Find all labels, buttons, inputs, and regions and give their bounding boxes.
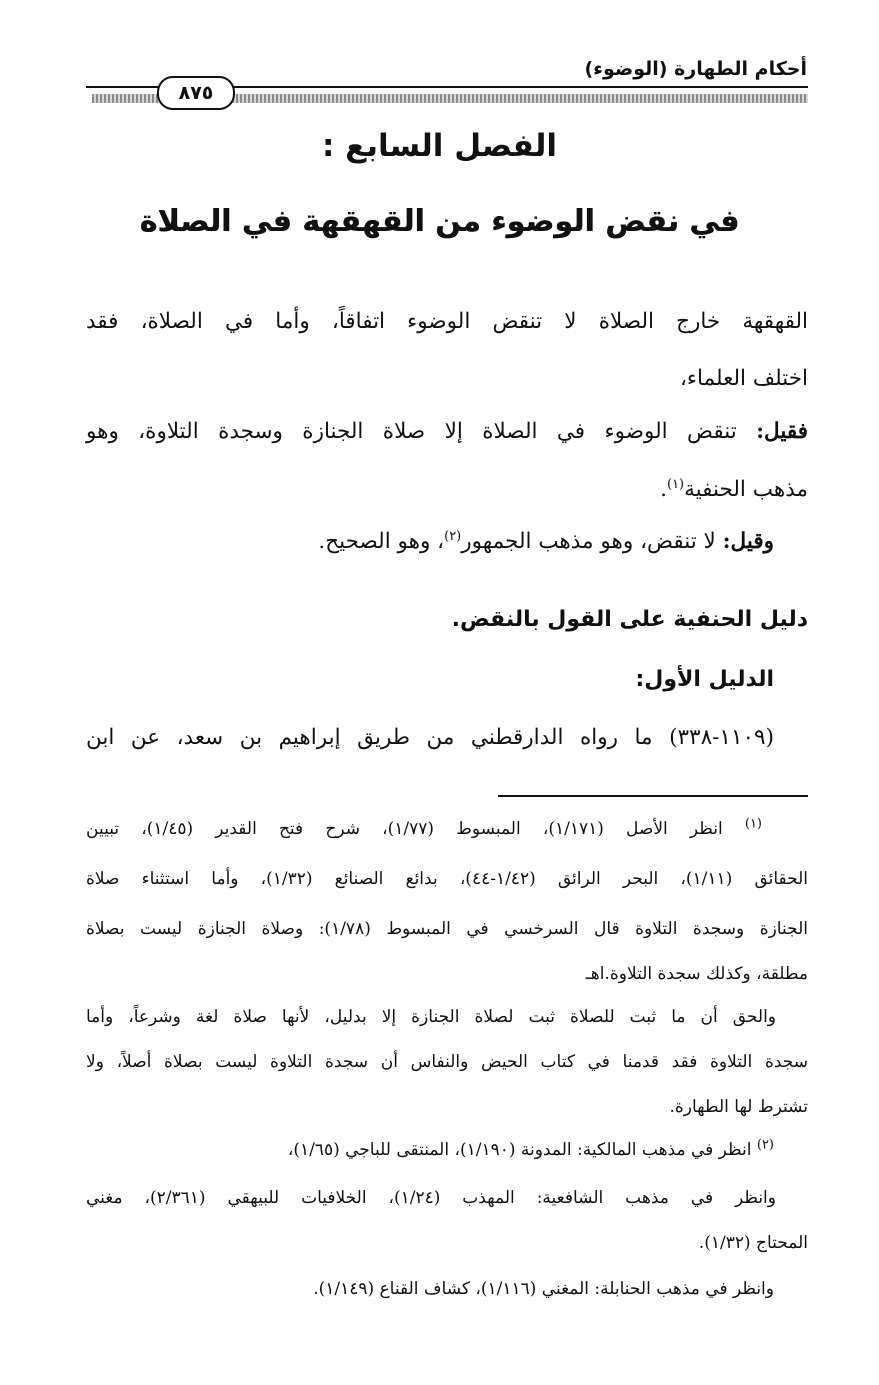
chapter-subtitle: في نقض الوضوء من القهقهة في الصلاة [139,204,740,239]
footnote-2-line-2: وانظر في مذهب الشافعية: المهذب (١/٢٤)، الخلافيات للبيهقي (٢/٣٦١)، مغني [86,1188,776,1208]
footnote-1-line-4: مطلقة، وكذلك سجدة التلاوة.اهـ [585,964,808,984]
paragraph-1-line-2: اختلف العلماء، [679,366,808,391]
section-heading: دليل الحنفية على القول بالنقض. [451,607,808,632]
footnote-1-line-3: الجنازة وسجدة التلاوة قال السرخسي في المبسوط (١/٧٨): وصلاة الجنازة ليست بصلاة [86,919,808,939]
footnote-ref-1[interactable]: (١) [666,476,685,492]
footnote-2-line-1 [288,1139,774,1161]
paragraph-2-line-2-text: مذهب الحنفية [684,477,808,502]
paragraph-2-text: تنقض الوضوء في الصلاة إلا صلاة الجنازة وسجدة التلاوة، وهو [86,419,757,444]
footnote-separator [498,795,808,797]
chapter-title: الفصل السابع : [321,128,558,164]
paragraph-3 [318,528,774,556]
footnote-1-line-2: الحقائق (١/١١)، البحر الرائق (١/٤٢-٤٤)، بدائع الصنائع (١/٣٢)، وأما استثناء صلاة [86,869,809,889]
paragraph-3-lead: وقيل: [722,529,774,554]
footnote-1-line-7: تشترط لها الطهارة. [669,1097,808,1117]
paragraph-2-lead: فقيل: [756,419,808,444]
paragraph-2-line-2-end: . [660,477,667,502]
footnote-1-marker: (١) [744,816,762,832]
footnote-2-line-3: المحتاج (١/٣٢). [698,1233,808,1253]
hadith-line: (١١٠٩-٣٣٨) ما رواه الدارقطني من طريق إبراهيم بن سعد، عن ابن [86,725,774,750]
paragraph-2-line-2 [660,476,808,504]
page-number: ٨٧٥ [157,76,235,110]
paragraph-2-line-1 [86,418,808,446]
paragraph-3-text-a: لا تنقض، وهو مذهب الجمهور [461,529,723,554]
footnote-1-line-1 [86,818,762,840]
footnote-2-line-1-text: انظر في مذهب المالكية: المدونة (١/١٩٠)، المنتقى للباجي (١/٦٥)، [287,1140,757,1160]
footnote-2-marker: (٢) [756,1137,774,1153]
paragraph-3-text-b: ، وهو الصحيح. [318,529,445,554]
footnote-1-line-1-text: انظر الأصل (١/١٧١)، المبسوط (١/٧٧)، شرح فتح القدير (١/٤٥)، تبيين [86,819,745,839]
footnote-1-line-5: والحق أن ما ثبت للصلاة ثبت لصلاة الجنازة إلا بدليل، لأنها صلاة لغة وشرعاً، وأما [86,1007,777,1027]
running-head: أحكام الطهارة (الوضوء) [584,58,807,80]
evidence-heading: الدليل الأول: [635,667,774,692]
paragraph-1-line-1: القهقهة خارج الصلاة لا تنقض الوضوء اتفاقاً، وأما في الصلاة، فقد [86,309,808,334]
footnote-ref-2[interactable]: (٢) [444,528,462,544]
footnote-1-line-6: سجدة التلاوة فقد قدمنا في كتاب الحيض والنفاس أن سجدة التلاوة ليست بصلاة أصلاً، ولا [86,1052,808,1072]
footnote-2-line-4: وانظر في مذهب الحنابلة: المغني (١/١١٦)، كشاف القناع (١/١٤٩). [313,1279,774,1299]
